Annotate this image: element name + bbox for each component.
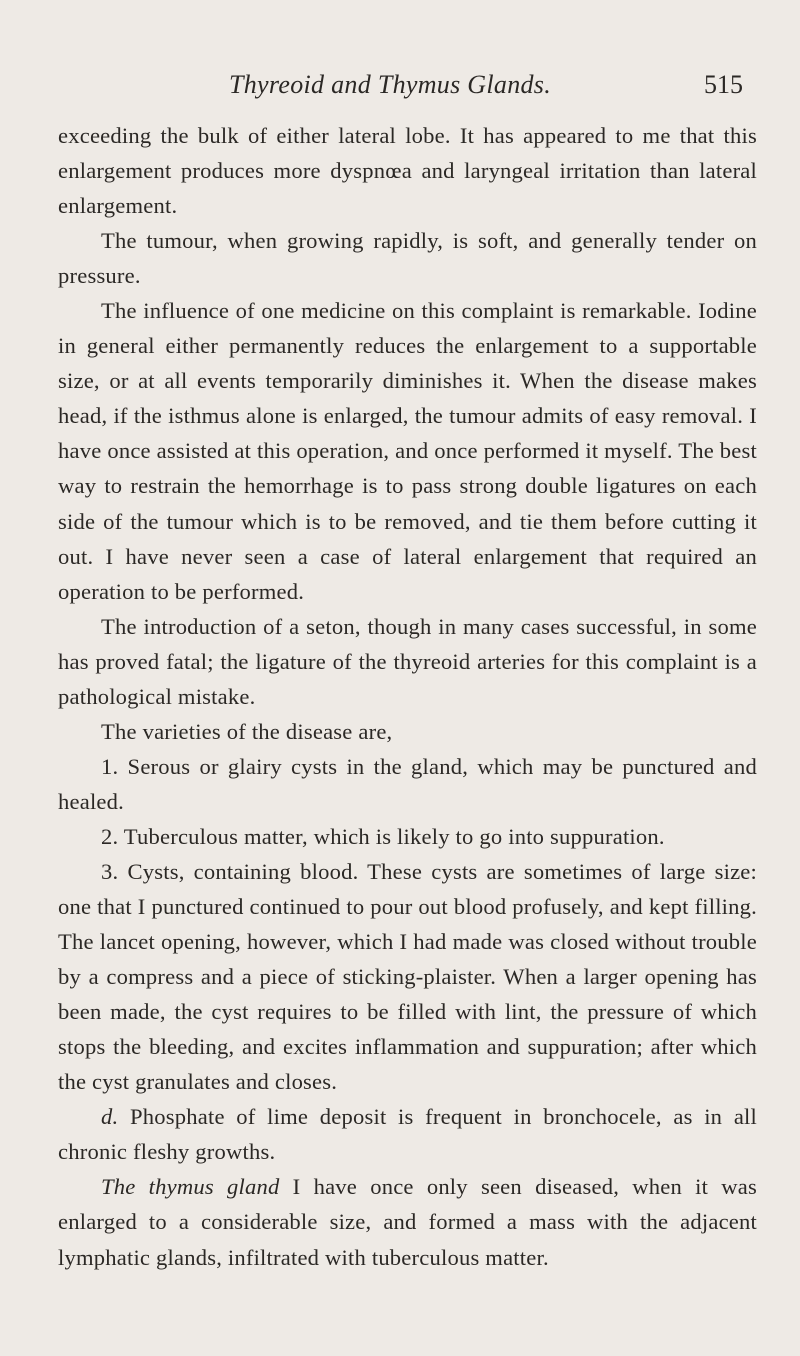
list-item: 1. Serous or glairy cysts in the gland, which may be punctured and healed. bbox=[58, 753, 757, 814]
paragraph-lead: The thymus gland bbox=[101, 1174, 280, 1200]
body-text bbox=[58, 118, 757, 1275]
list-item: 3. Cysts, containing blood. These cysts are sometimes of large size: one that I punctured continued to pour out blood profusely, and kept filling. The lancet opening, however, which I had made was closed without trouble by a compress and a piece of sticking-plaister. When a larger opening has been made, the cyst requires to be filled with lint, the pressure of which stops the bleeding, and excites inflammation and suppuration; after which the cyst granulates and closes. bbox=[58, 858, 757, 1095]
paragraph: The introduction of a seton, though in many cases successful, in some has proved fatal; the ligature of the thyreoid arteries for this complaint is a pathological mistake. bbox=[58, 613, 757, 709]
paragraph: exceeding the bulk of either lateral lobe. It has appeared to me that this enlargement produces more dyspnœa and laryngeal irritation than lateral enlargement. bbox=[58, 123, 757, 219]
list-item: 2. Tuberculous matter, which is likely to go into suppuration. bbox=[101, 823, 665, 849]
list-item bbox=[58, 1099, 757, 1169]
running-head bbox=[58, 70, 757, 104]
running-title: Thyreoid and Thymus Glands. bbox=[229, 70, 552, 99]
list-item-text: Phosphate of lime deposit is frequent in bronchocele, as in all chronic fleshy growths. bbox=[58, 1104, 757, 1165]
paragraph: The influence of one medicine on this complaint is remarkable. Iodine in general either permanently reduces the enlargement to a supportable size, or at all events temporarily diminishes it. When the disease makes head, if the isthmus alone is enlarged, the tumour admits of easy removal. I have once assisted at this operation, and once performed it myself. The best way to restrain the hemorrhage is to pass strong double ligatures on each side of the tumour which is to be removed, and tie them before cutting it out. I have never seen a case of lateral enlargement that required an operation to be performed. bbox=[58, 298, 757, 604]
list-marker: d. bbox=[101, 1104, 119, 1130]
paragraph-text: I have once only seen diseased, when it was enlarged to a considerable size, and formed a mass with the adjacent lymphatic glands, infiltrated with tuberculous matter. bbox=[58, 1174, 757, 1270]
page-number: 515 bbox=[704, 70, 743, 99]
paragraph: The varieties of the disease are, bbox=[101, 718, 393, 744]
paragraph bbox=[58, 1169, 757, 1274]
paragraph: The tumour, when growing rapidly, is soft, and generally tender on pressure. bbox=[58, 228, 757, 289]
